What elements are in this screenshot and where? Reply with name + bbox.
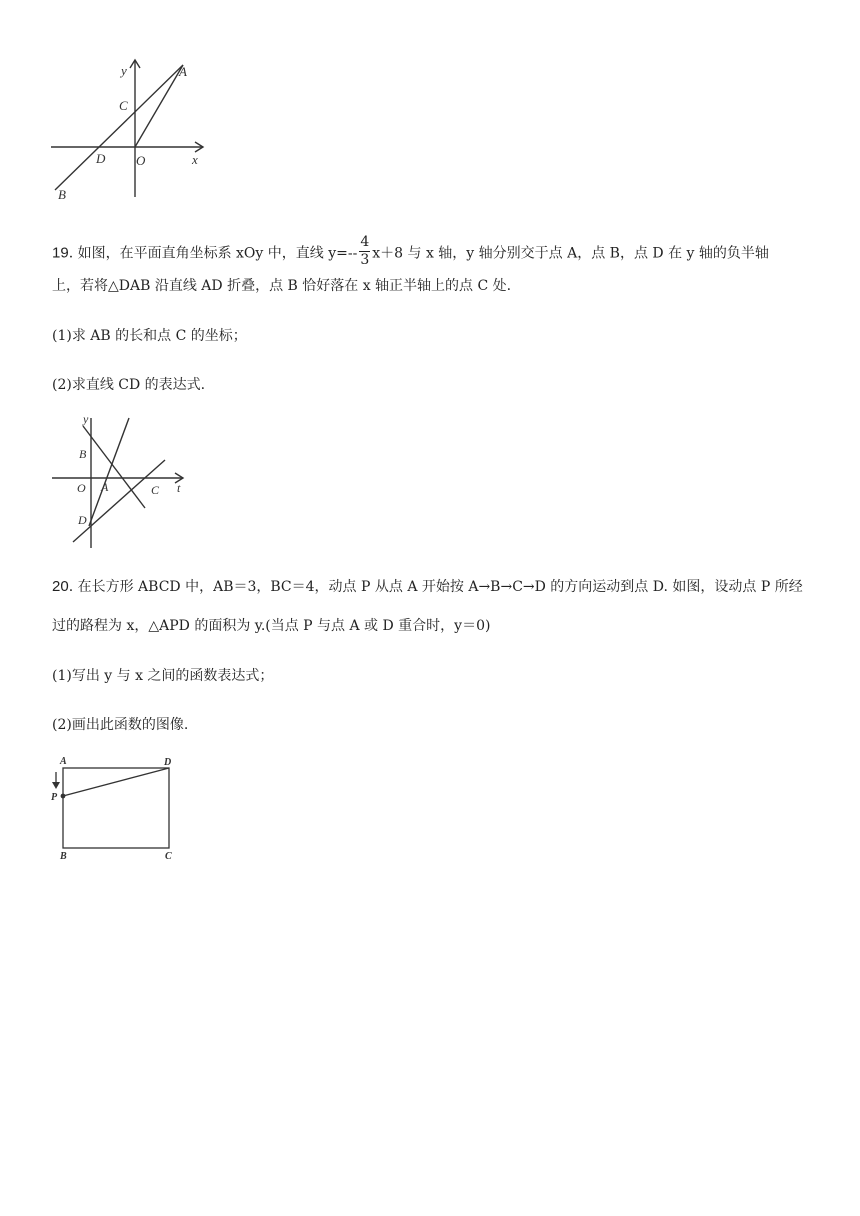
q19-frac-numerator: 4	[360, 234, 370, 250]
figure-3-rectangle	[45, 752, 185, 864]
label-C: C	[165, 851, 172, 862]
label-y: y	[83, 412, 89, 426]
label-B: B	[79, 447, 87, 461]
q20-text-a: . 在长方形 ABCD 中，AB＝3，BC＝4，动点 P 从点 A 开始按 A→B→C→D 的方向运动到点 D. 如图，设动点 P 所经	[68, 579, 803, 595]
label-A: A	[60, 756, 67, 767]
figure-2-fold-graph	[45, 408, 195, 553]
q20-sub2: (2)画出此函数的图像.	[52, 717, 189, 733]
q19-line1	[52, 236, 769, 271]
q19-sub1: (1)求 AB 的长和点 C 的坐标；	[52, 328, 247, 344]
q20-sub1: (1)写出 y 与 x 之间的函数表达式；	[52, 668, 274, 684]
line-BA	[83, 426, 145, 508]
rectangle-ABCD	[63, 768, 169, 848]
q19-number: 19	[52, 244, 69, 262]
label-A: A	[179, 64, 187, 79]
label-D: D	[164, 757, 172, 768]
label-B: B	[60, 851, 67, 862]
q20-line1	[52, 577, 803, 597]
arrow-down-icon	[52, 782, 60, 789]
q20-line2: 过的路程为 x，△APD 的面积为 y.(当点 P 与点 A 或 D 重合时，y＝0)	[52, 618, 491, 634]
label-C: C	[119, 98, 128, 113]
figure-1-coordinate-graph	[45, 55, 215, 205]
label-t: t	[177, 481, 181, 495]
line-OA	[135, 65, 183, 147]
q20-number: 20	[52, 578, 69, 595]
q19-text-a: . 如图，在平面直角坐标系 xOy 中，直线 y=--	[68, 245, 358, 262]
q19-fraction	[359, 234, 370, 269]
label-A: A	[101, 480, 109, 494]
label-O: O	[136, 153, 146, 168]
label-P: P	[51, 792, 58, 803]
label-B: B	[58, 187, 66, 202]
segment-PD	[63, 768, 169, 796]
q19-frac-denominator: 3	[360, 252, 370, 268]
q19-line2: 上，若将△DAB 沿直线 AD 折叠，点 B 恰好落在 x 轴正半轴上的点 C 处.	[52, 278, 512, 294]
label-C: C	[151, 483, 160, 497]
line-BA	[55, 65, 183, 190]
label-x: x	[192, 152, 198, 167]
label-D: D	[96, 151, 106, 166]
q19-text-b: x＋8 与 x 轴，y 轴分别交于点 A，点 B，点 D 在 y 轴的负半轴	[372, 245, 769, 262]
point-P	[61, 794, 66, 799]
label-y: y	[121, 63, 127, 78]
q19-sub2: (2)求直线 CD 的表达式.	[52, 377, 206, 393]
label-D: D	[78, 513, 87, 527]
line-DC	[73, 460, 165, 542]
label-O: O	[77, 481, 86, 495]
